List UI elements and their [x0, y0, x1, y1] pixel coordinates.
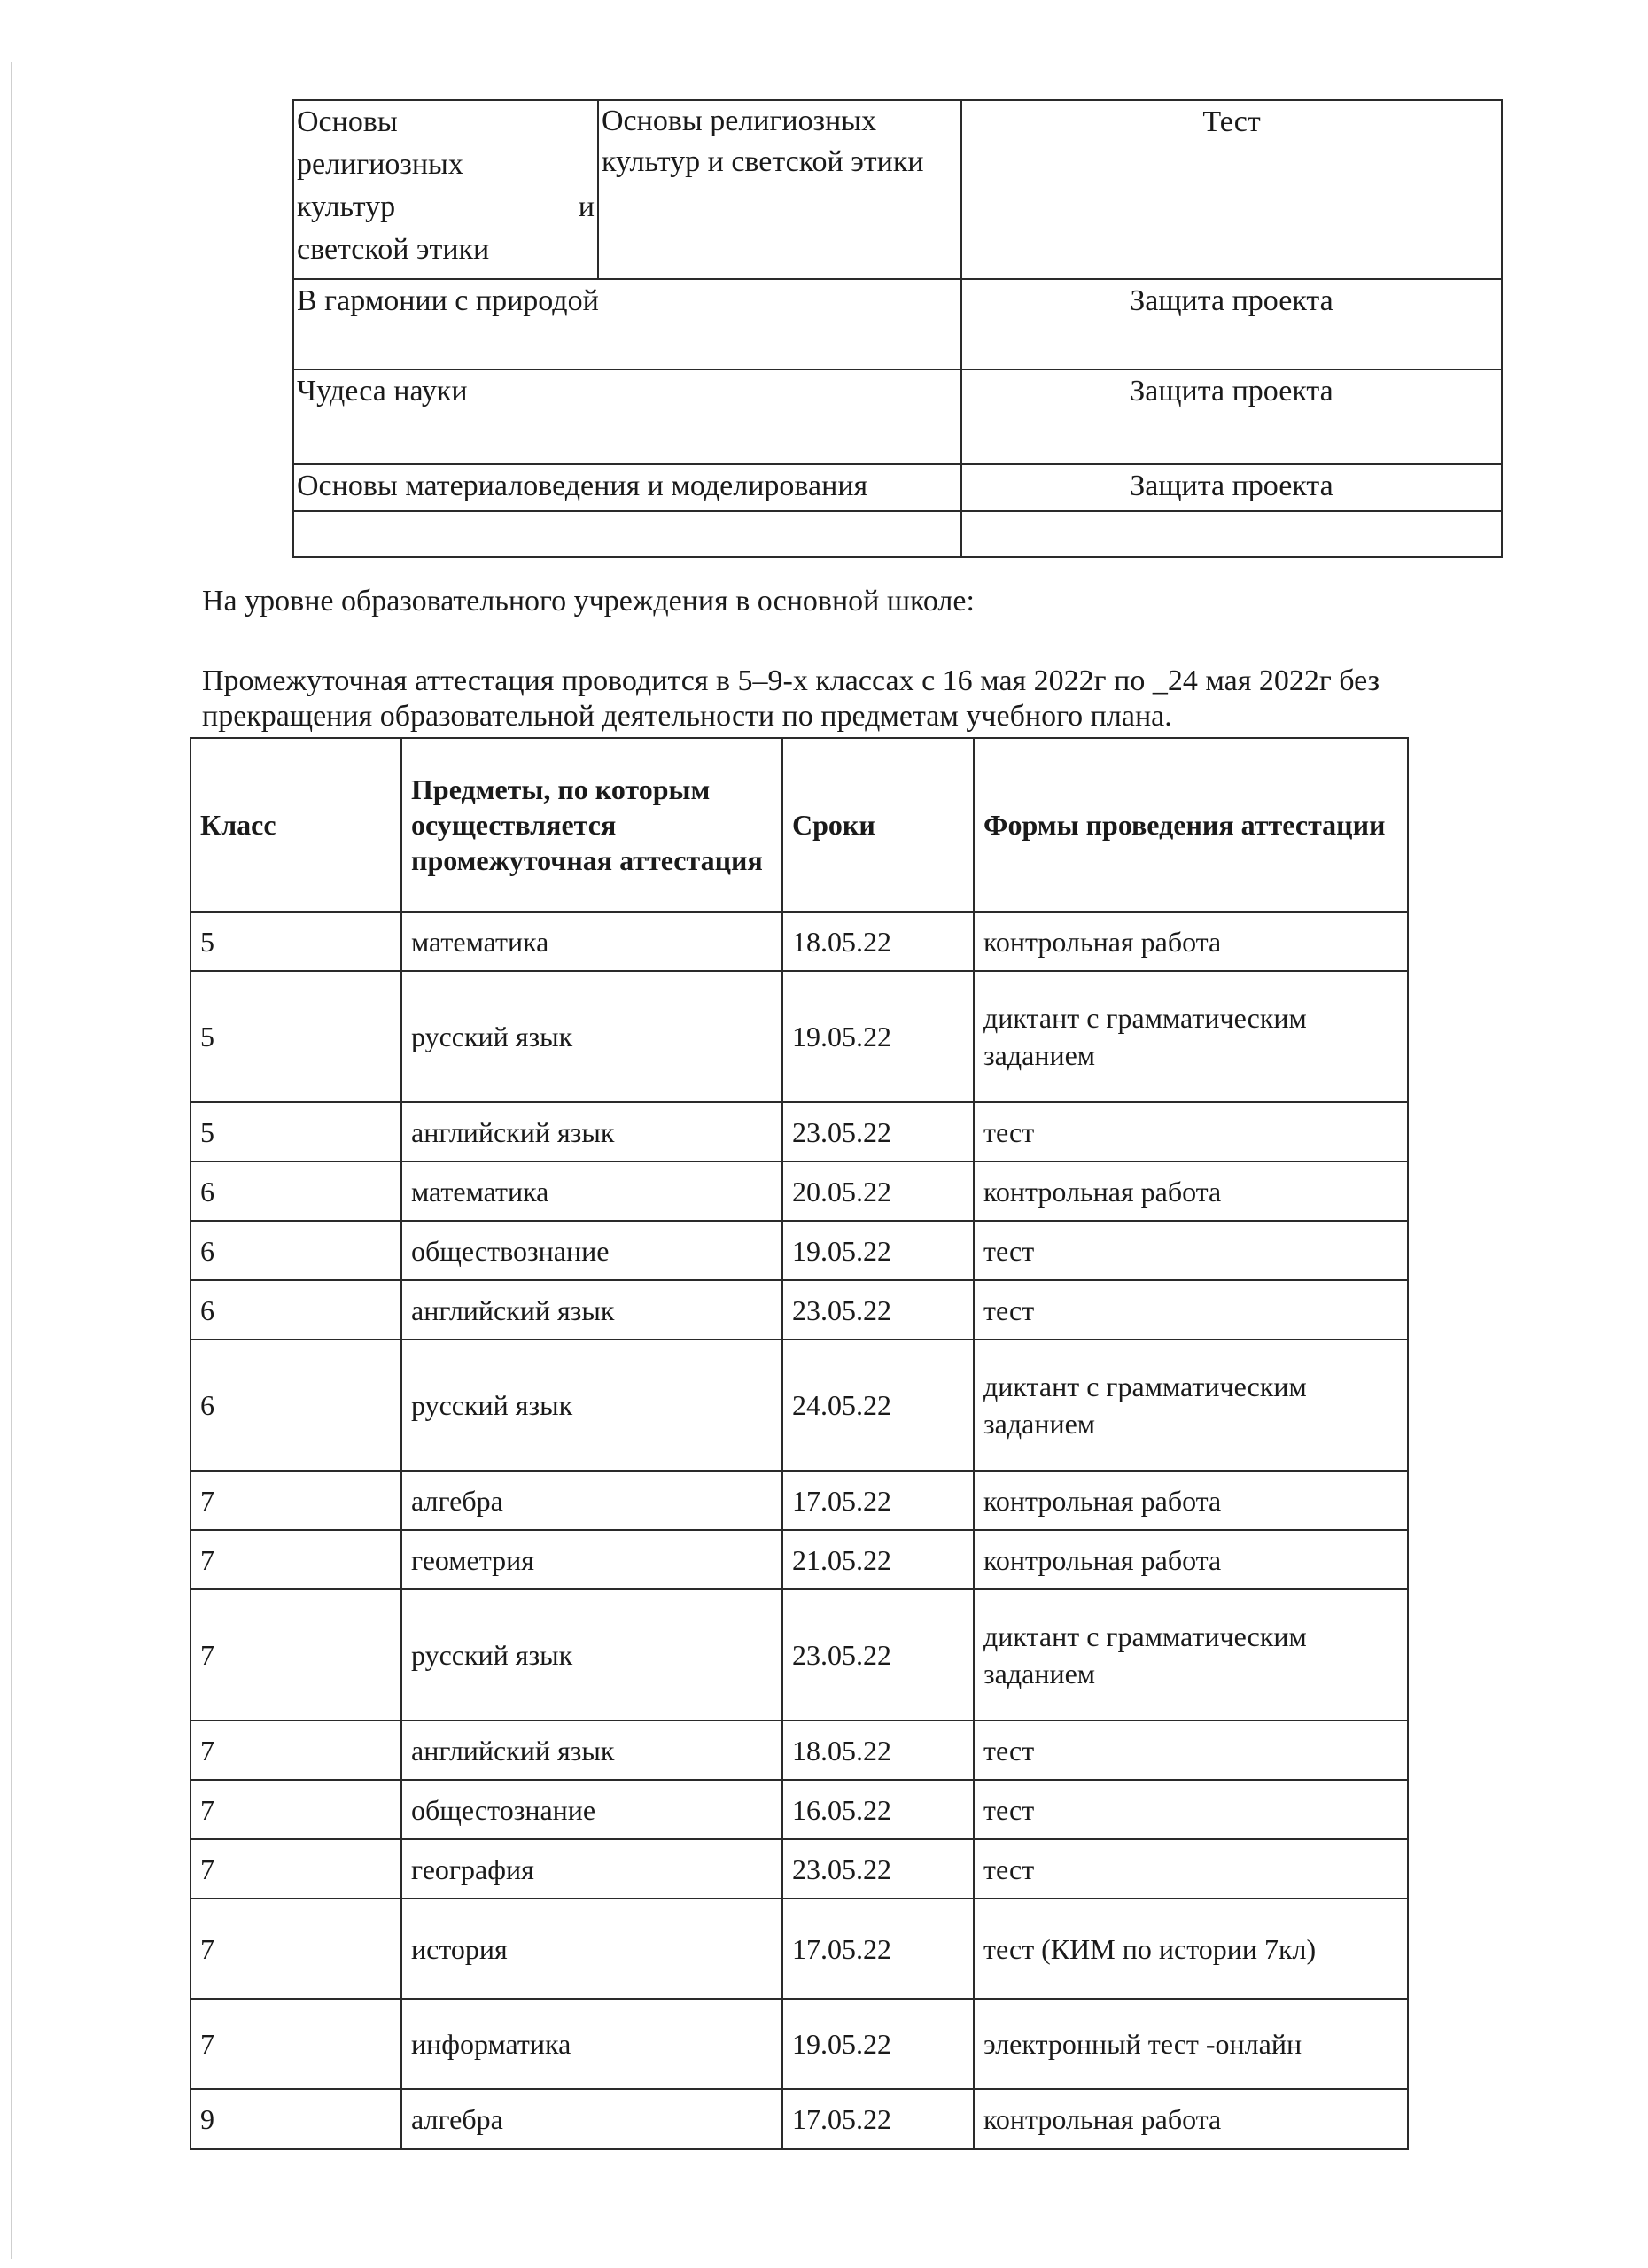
header-subjects: Предметы, по которым осуществляется промежуточная аттестация [401, 738, 782, 912]
row-subject-cell: алгебра [401, 2089, 782, 2149]
row-form-cell: тест [974, 1280, 1408, 1340]
top-cell-form: Защита проекта [961, 369, 1502, 464]
top-cell-line: религиозных [297, 148, 463, 181]
row-form-cell: контрольная работа [974, 1161, 1408, 1221]
row-subject-cell: английский язык [401, 1102, 782, 1161]
row-subject-cell: обществознание [401, 1221, 782, 1280]
top-cell-form [961, 511, 1502, 557]
row-date-cell: 17.05.22 [782, 1471, 974, 1530]
row-form-cell: тест [974, 1720, 1408, 1780]
top-cell-form: Тест [961, 100, 1502, 279]
table-row [190, 1999, 1408, 2089]
top-cell-subject: Чудеса науки [293, 369, 961, 464]
row-form-cell: тест [974, 1102, 1408, 1161]
row-date-cell: 19.05.22 [782, 1221, 974, 1280]
table-row [190, 1280, 1408, 1340]
attestation-description-line1: Промежуточная аттестация проводится в 5–9-х классах с 16 мая 2022г по _24 мая 2022г без [202, 664, 1380, 697]
row-date-cell: 18.05.22 [782, 912, 974, 971]
table-row [190, 1899, 1408, 1999]
row-class-cell: 5 [190, 912, 401, 971]
row-subject-cell: география [401, 1839, 782, 1899]
row-date-cell: 17.05.22 [782, 1899, 974, 1999]
row-form-cell: электронный тест -онлайн [974, 1999, 1408, 2089]
table-row [190, 2089, 1408, 2149]
table-body [190, 912, 1408, 2149]
top-cell-word: и [578, 190, 595, 223]
top-cell-subject: Основы религиозных культур и светской этики [598, 100, 961, 279]
row-subject-cell: английский язык [401, 1280, 782, 1340]
row-subject-cell: русский язык [401, 1589, 782, 1720]
top-table-row [293, 100, 1502, 279]
top-cell-word: культур [297, 190, 396, 223]
row-form-cell: контрольная работа [974, 1530, 1408, 1589]
top-cell-form: Защита проекта [961, 279, 1502, 369]
table-row [190, 1839, 1408, 1899]
row-class-cell: 6 [190, 1221, 401, 1280]
table-header-row [190, 738, 1408, 912]
row-form-cell: контрольная работа [974, 1471, 1408, 1530]
row-form-cell: тест [974, 1780, 1408, 1839]
top-cell-form: Защита проекта [961, 464, 1502, 511]
row-class-cell: 6 [190, 1280, 401, 1340]
row-class-cell: 7 [190, 1589, 401, 1720]
row-subject-cell: русский язык [401, 971, 782, 1102]
table-row [190, 1221, 1408, 1280]
row-form-cell: тест (КИМ по истории 7кл) [974, 1899, 1408, 1999]
top-cell-subject: В гармонии с природой [293, 279, 961, 369]
row-subject-cell: информатика [401, 1999, 782, 2089]
table-row [190, 1720, 1408, 1780]
row-class-cell: 7 [190, 1839, 401, 1899]
row-date-cell: 20.05.22 [782, 1161, 974, 1221]
top-table-row [293, 369, 1502, 464]
row-date-cell: 19.05.22 [782, 1999, 974, 2089]
row-class-cell: 9 [190, 2089, 401, 2149]
section-intro-text: На уровне образовательного учреждения в основной школе: [202, 585, 975, 617]
top-cell-subject: Основы материаловедения и моделирования [293, 464, 961, 511]
row-class-cell: 7 [190, 1471, 401, 1530]
row-subject-cell: история [401, 1899, 782, 1999]
row-class-cell: 5 [190, 1102, 401, 1161]
table-row [190, 912, 1408, 971]
row-class-cell: 5 [190, 971, 401, 1102]
top-cell-subject [293, 511, 961, 557]
row-form-cell: контрольная работа [974, 912, 1408, 971]
row-date-cell: 23.05.22 [782, 1839, 974, 1899]
top-subjects-table [292, 99, 1503, 558]
top-cell-subject-area [293, 100, 598, 279]
row-subject-cell: математика [401, 912, 782, 971]
attestation-description-line2: прекращения образовательной деятельности по предметам учебного плана. [202, 700, 1172, 733]
row-subject-cell: геометрия [401, 1530, 782, 1589]
top-cell-line-justified [297, 186, 595, 229]
row-subject-cell: математика [401, 1161, 782, 1221]
row-subject-cell: русский язык [401, 1340, 782, 1471]
row-date-cell: 21.05.22 [782, 1530, 974, 1589]
attestation-schedule-table [190, 737, 1409, 2150]
table-row [190, 1530, 1408, 1589]
row-date-cell: 18.05.22 [782, 1720, 974, 1780]
row-form-cell: тест [974, 1221, 1408, 1280]
table-row [190, 1102, 1408, 1161]
row-form-cell: контрольная работа [974, 2089, 1408, 2149]
row-date-cell: 16.05.22 [782, 1780, 974, 1839]
row-class-cell: 7 [190, 1530, 401, 1589]
top-table-row [293, 511, 1502, 557]
row-date-cell: 23.05.22 [782, 1102, 974, 1161]
table-row [190, 1340, 1408, 1471]
row-form-cell: диктант с грамматическим заданием [974, 1589, 1408, 1720]
table-row [190, 971, 1408, 1102]
row-class-cell: 6 [190, 1340, 401, 1471]
top-table-row [293, 464, 1502, 511]
row-class-cell: 6 [190, 1161, 401, 1221]
top-cell-line: светской этики [297, 233, 490, 266]
row-date-cell: 23.05.22 [782, 1280, 974, 1340]
top-cell-line: Основы [297, 105, 398, 138]
table-row [190, 1471, 1408, 1530]
header-class: Класс [190, 738, 401, 912]
header-forms: Формы проведения аттестации [974, 738, 1408, 912]
header-dates: Сроки [782, 738, 974, 912]
row-class-cell: 7 [190, 1780, 401, 1839]
scan-edge-line [11, 62, 12, 2259]
row-date-cell: 24.05.22 [782, 1340, 974, 1471]
row-form-cell: диктант с грамматическим заданием [974, 1340, 1408, 1471]
row-form-cell: тест [974, 1839, 1408, 1899]
row-date-cell: 17.05.22 [782, 2089, 974, 2149]
row-date-cell: 19.05.22 [782, 971, 974, 1102]
row-class-cell: 7 [190, 1899, 401, 1999]
row-class-cell: 7 [190, 1999, 401, 2089]
row-subject-cell: общестознание [401, 1780, 782, 1839]
table-row [190, 1589, 1408, 1720]
row-subject-cell: алгебра [401, 1471, 782, 1530]
table-row [190, 1161, 1408, 1221]
row-subject-cell: английский язык [401, 1720, 782, 1780]
row-class-cell: 7 [190, 1720, 401, 1780]
row-date-cell: 23.05.22 [782, 1589, 974, 1720]
top-table-row [293, 279, 1502, 369]
row-form-cell: диктант с грамматическим заданием [974, 971, 1408, 1102]
table-row [190, 1780, 1408, 1839]
